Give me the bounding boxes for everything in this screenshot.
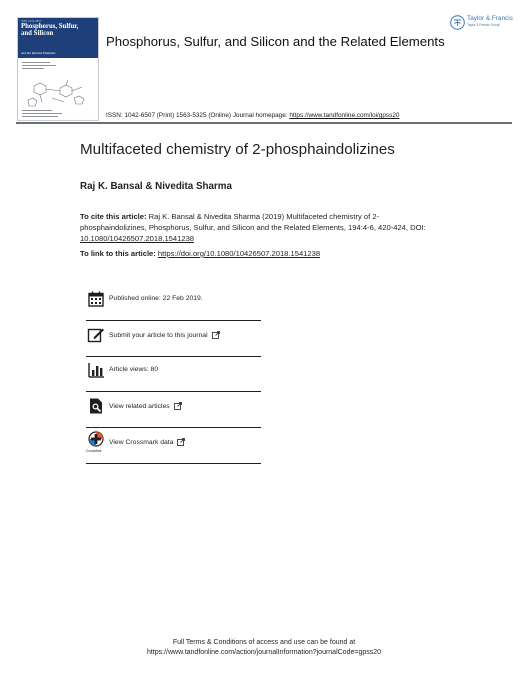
edit-icon	[87, 326, 105, 344]
calendar-icon	[87, 290, 105, 308]
crossmark-link[interactable]	[109, 438, 185, 446]
row-divider	[86, 463, 261, 464]
citation-label: To cite this article:	[80, 212, 147, 221]
row-divider	[86, 391, 261, 392]
external-link-icon	[177, 438, 185, 446]
related-articles-link[interactable]	[109, 402, 182, 410]
journal-cover-image	[17, 17, 99, 121]
publisher-logo[interactable]	[450, 14, 514, 34]
citation-text: Raj K. Bansal & Nivedita Sharma (2019) Multifaceted chemistry of 2-phosphaindolizines, Phosphorus, Sulfur, and Silicon and the Related Elements, 194:4-6, 420-424, DOI:	[80, 212, 426, 232]
cover-text-lines	[22, 62, 62, 71]
cover-title: Phosphorus, Sulfur, and Silicon	[21, 23, 79, 37]
article-title: Multifaceted chemistry of 2-phosphaindolizines	[80, 141, 395, 158]
terms-url-link[interactable]: https://www.tandfonline.com/action/journalInformation?journalCode=gpss20	[146, 649, 382, 657]
article-authors: Raj K. Bansal & Nivedita Sharma	[80, 181, 232, 192]
cover-issn: ISSN 1042-6507	[21, 20, 42, 23]
journal-homepage-link[interactable]: https://www.tandfonline.com/loi/gpss20	[289, 112, 400, 119]
submit-article-text: Submit your article to this journal	[109, 331, 208, 339]
link-label: To link to this article:	[80, 249, 158, 258]
external-link-icon	[174, 402, 182, 410]
external-link-icon	[212, 331, 220, 339]
cover-molecule-art	[24, 78, 94, 108]
publisher-name: Taylor & Francis	[467, 15, 513, 22]
citation-doi-link[interactable]: 10.1080/10426507.2018.1541238	[80, 233, 195, 243]
citation-block	[80, 212, 428, 244]
bar-chart-icon	[87, 361, 105, 379]
header-divider	[16, 122, 512, 124]
submit-article-link[interactable]	[109, 331, 220, 339]
related-search-icon	[87, 397, 105, 415]
cover-footer-lines	[22, 110, 68, 119]
published-online-label: Published online: 22 Feb 2019.	[109, 295, 203, 302]
terms-footer	[0, 638, 528, 658]
row-divider	[86, 356, 261, 357]
link-line	[80, 249, 320, 258]
article-doi-link[interactable]: https://doi.org/10.1080/10426507.2018.1541238	[157, 249, 321, 258]
submit-article-row[interactable]	[86, 323, 261, 349]
crossmark-caption: CrossMark	[86, 449, 102, 453]
article-views-row	[86, 358, 261, 384]
crossmark-text: View Crossmark data	[109, 438, 174, 446]
cover-subtitle: and the Related Elements	[21, 51, 56, 55]
issn-text: ISSN: 1042-6507 (Print) 1563-5325 (Online) Journal homepage:	[106, 112, 290, 119]
related-articles-row[interactable]	[86, 394, 261, 420]
published-online-row	[86, 287, 261, 313]
related-articles-text: View related articles	[109, 402, 170, 410]
crossmark-row[interactable]	[86, 430, 261, 456]
row-divider	[86, 427, 261, 428]
article-views-label: Article views: 80	[109, 366, 159, 373]
terms-line: Full Terms & Conditions of access and use can be found at	[172, 639, 356, 646]
row-divider	[86, 320, 261, 321]
cover-banner	[18, 18, 98, 58]
tf-logo-icon	[450, 15, 465, 30]
publisher-tagline: Taylor & Francis Group	[467, 23, 500, 27]
journal-title[interactable]: Phosphorus, Sulfur, and Silicon and the Related Elements	[106, 34, 445, 49]
issn-line	[106, 112, 399, 119]
